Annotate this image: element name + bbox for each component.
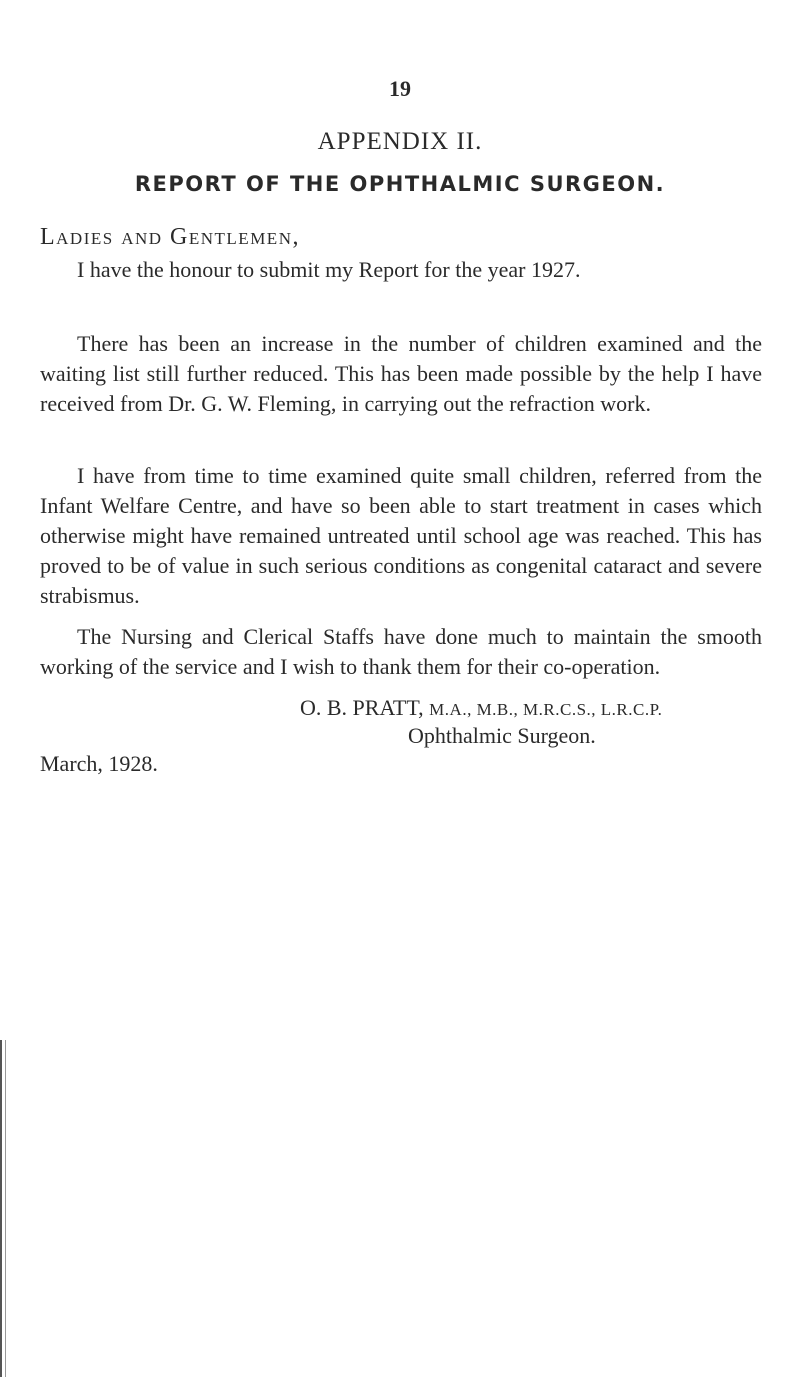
salutation: Ladies and Gentlemen, bbox=[40, 224, 300, 250]
appendix-heading: APPENDIX II. bbox=[317, 128, 483, 155]
paragraph-small-children: I have from time to time examined quite small children, referred from the Infant Welfare Centre, and have so been able to start treatment in cases which otherwise might have remained untreated until school age was reached. This has proved to be of value in such serious conditions as congenital cataract and severe strabismus. bbox=[40, 463, 762, 608]
signature-title: Ophthalmic Surgeon. bbox=[408, 723, 596, 748]
report-date: March, 1928. bbox=[40, 751, 158, 776]
signature-block bbox=[300, 694, 662, 724]
paragraph-increase: There has been an increase in the number of children examined and the waiting list still further reduced. This has been made possible by the help I have received from Dr. G. W. Fleming, in carrying out the refraction work. bbox=[40, 331, 762, 416]
binding-edge bbox=[0, 1040, 6, 1377]
signature-name: O. B. PRATT, bbox=[300, 695, 424, 720]
signature-qualifications: M.A., M.B., M.R.C.S., L.R.C.P. bbox=[429, 700, 663, 719]
paragraph-intro: I have the honour to submit my Report for the year 1927. bbox=[77, 257, 581, 282]
paragraph-thanks: The Nursing and Clerical Staffs have done much to maintain the smooth working of the service and I wish to thank them for their co-operation. bbox=[40, 624, 762, 679]
page-number: 19 bbox=[389, 76, 411, 101]
report-title: REPORT OF THE OPHTHALMIC SURGEON. bbox=[134, 172, 666, 196]
